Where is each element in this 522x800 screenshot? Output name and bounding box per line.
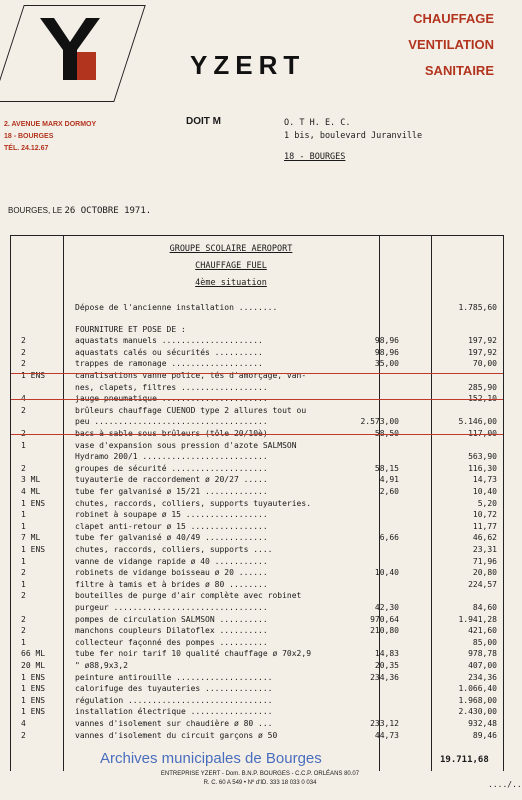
company-footer (60, 770, 460, 788)
line-item-line-total: 285,90 (468, 382, 497, 392)
line-item-description: régulation .............................. (75, 695, 273, 705)
line-item-row (11, 567, 503, 578)
line-item-row (11, 602, 503, 613)
line-item-unit-price: 970,64 (370, 614, 399, 624)
line-item-line-total: 563,90 (468, 452, 497, 462)
line-item-unit-price: 6,66 (379, 533, 399, 543)
line-item-quantity: 7 ML (21, 533, 41, 543)
line-item-description: tube fer galvanisé ø 40/49 ............. (75, 533, 268, 543)
date-value: 26 OCTOBRE 1971. (64, 206, 152, 216)
strike-line (11, 399, 503, 400)
line-item-line-total: 224,57 (468, 579, 497, 589)
line-item-line-total: 421,60 (468, 626, 497, 636)
project-title: GROUPE SCOLAIRE AEROPORT (169, 244, 293, 254)
line-item-description: chutes, raccords, colliers, supports .... (75, 545, 273, 554)
situation-label: 4ème situation (195, 278, 267, 288)
line-item-row (11, 637, 503, 648)
line-item-quantity: 1 ENS (21, 545, 46, 554)
line-item-line-total: 11,77 (472, 521, 497, 531)
line-item-line-total: 10,40 (472, 487, 497, 496)
line-item-description: Dépose de l'ancienne installation ........ (75, 303, 278, 312)
line-item-row (11, 347, 503, 358)
line-item-quantity: 1 ENS (21, 498, 46, 508)
line-item-description: filtre à tamis et à brides ø 80 ........ (75, 579, 268, 589)
line-item-row (11, 660, 503, 671)
line-item-description: aquastats manuels ..................... (75, 336, 263, 346)
line-item-quantity: 2 (21, 568, 26, 578)
line-item-row (11, 625, 503, 636)
line-item-description: peu .................................... (75, 417, 268, 427)
date-label: BOURGES, LE (8, 206, 63, 215)
footer-bank: ENTREPRISE YZERT - Dom. B.N.P. BOURGES - C.C.P. ORLÉANS 80.07 (160, 771, 360, 777)
line-item-line-total: 1.941,28 (458, 614, 497, 624)
invoice-total: 19.711,68 (440, 755, 489, 765)
company-logo (40, 18, 100, 80)
line-item-description: purgeur ................................ (75, 603, 268, 612)
line-item-quantity: 2 (21, 730, 26, 740)
line-item-unit-price: 234,36 (370, 672, 399, 682)
company-address (4, 119, 96, 155)
line-item-quantity: 1 (21, 556, 26, 566)
line-item-description: nes, clapets, filtres .................. (75, 382, 268, 392)
line-item-line-total: 2.430,00 (458, 707, 497, 717)
doit-label: DOIT M (186, 116, 221, 127)
line-item-row (11, 463, 503, 474)
line-item-unit-price: 42,30 (374, 603, 399, 612)
line-item-quantity: 66 ML (21, 649, 46, 659)
line-item-description: calorifuge des tuyauteries .............. (75, 684, 273, 694)
line-item-quantity: 1 ENS (21, 707, 46, 717)
line-item-unit-price: 44,73 (374, 730, 399, 740)
line-item-row (11, 521, 503, 532)
invoice-date (8, 206, 151, 216)
line-item-unit-price: 210,80 (370, 626, 399, 636)
line-item-line-total: 89,46 (472, 730, 497, 740)
line-item-row (11, 579, 503, 590)
line-item-row (11, 474, 503, 485)
line-item-line-total: 1.785,60 (458, 303, 497, 312)
line-item-line-total: 197,92 (468, 347, 497, 357)
client-city: 18 - BOURGES (284, 152, 346, 162)
line-item-quantity: 1 (21, 579, 26, 589)
line-item-description: canalisations vanne police, tés d'amorçage, van- (75, 371, 307, 380)
line-item-quantity: 1 ENS (21, 371, 46, 380)
line-item-row (11, 590, 503, 601)
line-item-row (11, 556, 503, 567)
line-item-description: trappes de ramonage ................... (75, 359, 263, 369)
services-list (408, 6, 494, 84)
line-item-unit-price: 98,96 (374, 347, 399, 357)
line-item-row (11, 672, 503, 683)
line-item-quantity: 1 ENS (21, 684, 46, 694)
line-item-line-total: 197,92 (468, 336, 497, 346)
line-item-description: pompes de circulation SALMSON .......... (75, 614, 268, 624)
line-item-description: " ø88,9x3,2 (75, 661, 128, 670)
line-item-quantity: 2 (21, 347, 26, 357)
line-item-row (11, 544, 503, 555)
line-item-row (11, 451, 503, 462)
line-item-quantity: 1 ENS (21, 672, 46, 682)
line-item-description: brûleurs chauffage CUENOD type 2 allures tout ou (75, 405, 307, 415)
line-item-line-total: 1.066,40 (458, 684, 497, 694)
line-item-description: collecteur façonné des pompes .......... (75, 637, 268, 647)
address-phone: TÉL. 24.12.67 (4, 145, 49, 152)
line-item-quantity: 20 ML (21, 661, 46, 670)
line-item-row (11, 730, 503, 741)
line-item-description: FOURNITURE ET POSE DE : (75, 324, 186, 334)
line-item-row (11, 532, 503, 543)
line-item-row (11, 498, 503, 509)
line-item-line-total: 10,72 (472, 510, 497, 520)
line-item-description: aquastats calés ou sécurités .......... (75, 347, 263, 357)
line-item-quantity: 4 (21, 394, 26, 404)
line-item-line-total: 117,00 (468, 429, 497, 438)
client-name: O. T H. E. C. (284, 118, 351, 128)
line-item-row (11, 509, 503, 520)
company-name: YZERT (190, 50, 306, 80)
line-item-line-total: 71,96 (472, 556, 497, 566)
project-subtitle: CHAUFFAGE FUEL (195, 261, 267, 271)
line-item-line-total: 234,36 (468, 672, 497, 682)
line-item-quantity: 2 (21, 626, 26, 636)
line-item-quantity: 1 (21, 521, 26, 531)
line-item-quantity: 4 (21, 719, 26, 728)
line-item-description: Hydramo 200/1 .......................... (75, 452, 268, 462)
line-item-line-total: 70,00 (472, 359, 497, 369)
line-item-unit-price: 10,40 (374, 568, 399, 578)
line-item-description: clapet anti-retour ø 15 ................ (75, 521, 268, 531)
line-item-description: chutes, raccords, colliers, supports tuyauteries. (75, 498, 312, 508)
service-heating: CHAUFFAGE (413, 11, 494, 26)
line-item-description: peinture antirouille .................... (75, 672, 273, 682)
line-item-unit-price: 14,83 (374, 649, 399, 659)
footer-registration: R. C. 60 A 549 • Nº d'ID. 333 18 033 0 034 (203, 780, 317, 786)
line-item-quantity: 1 (21, 440, 26, 450)
line-item-quantity: 3 ML (21, 475, 41, 485)
line-item-quantity: 2 (21, 591, 26, 601)
line-item-description: jauge pneumatique ...................... (75, 394, 268, 404)
line-item-description: bacs à sable sous brûleurs (tôle 20/10è) (75, 429, 268, 438)
line-item-row (11, 335, 503, 346)
line-item-unit-price: 98,96 (374, 336, 399, 346)
line-item-description: installation électrique ................. (75, 707, 273, 717)
line-item-row (11, 695, 503, 706)
line-item-row (11, 706, 503, 717)
line-item-description: vanne de vidange rapide ø 40 ........... (75, 556, 268, 566)
line-item-line-total: 23,31 (472, 545, 497, 554)
line-item-row (11, 440, 503, 451)
line-item-row (11, 718, 503, 729)
line-item-description: tube fer galvanisé ø 15/21 ............. (75, 487, 268, 496)
service-ventilation: VENTILATION (408, 37, 494, 52)
strike-line (11, 434, 503, 435)
line-item-unit-price: 58,50 (374, 429, 399, 438)
continued-mark: ..../.. (488, 780, 522, 789)
line-item-line-total: 84,60 (472, 603, 497, 612)
line-item-quantity: 4 ML (21, 487, 41, 496)
line-item-line-total: 5.146,00 (458, 417, 497, 427)
line-item-description: groupes de sécurité .................... (75, 463, 268, 473)
line-item-unit-price: 35,00 (374, 359, 399, 369)
line-item-line-total: 5,20 (477, 498, 497, 508)
line-item-line-total: 116,30 (468, 463, 497, 473)
line-item-description: vannes d'isolement sur chaudière ø 80 ... (75, 719, 273, 728)
strike-line (11, 373, 503, 374)
line-item-quantity: 2 (21, 463, 26, 473)
line-item-description: manchons coupleurs Dilatoflex .......... (75, 626, 268, 636)
line-item-line-total: 46,62 (472, 533, 497, 543)
line-item-row (11, 370, 503, 381)
line-item-description: robinet à soupape ø 15 ................. (75, 510, 268, 520)
line-item-row (11, 416, 503, 427)
line-item-row (11, 358, 503, 369)
line-item-line-total: 14,73 (472, 475, 497, 485)
line-item-description: robinets de vidange boisseau ø 20 ...... (75, 568, 268, 578)
line-item-quantity: 2 (21, 405, 26, 415)
line-item-line-total: 932,48 (468, 719, 497, 728)
line-item-unit-price: 233,12 (370, 719, 399, 728)
address-city: 18 - BOURGES (4, 133, 54, 140)
invoice-table (10, 235, 504, 771)
line-item-quantity: 1 ENS (21, 695, 46, 705)
line-item-row (11, 302, 503, 313)
archive-watermark: Archives municipales de Bourges (100, 750, 322, 767)
line-item-description: bouteilles de purge d'air complète avec robinet (75, 591, 302, 601)
line-item-row (11, 486, 503, 497)
line-item-unit-price: 4,91 (379, 475, 399, 485)
line-item-unit-price: 2,60 (379, 487, 399, 496)
line-item-row (11, 683, 503, 694)
line-item-description: vannes d'isolement du circuit garçons ø 50 (75, 730, 278, 740)
line-item-row (11, 382, 503, 393)
line-item-row (11, 324, 503, 335)
service-sanitary: SANITAIRE (424, 63, 494, 78)
client-address (284, 117, 422, 164)
line-item-quantity: 2 (21, 359, 26, 369)
line-item-quantity: 1 (21, 510, 26, 520)
line-item-row (11, 405, 503, 416)
line-item-quantity: 2 (21, 429, 26, 438)
line-item-row (11, 614, 503, 625)
line-item-description: tube fer noir tarif 10 qualité chauffage ø 70x2,9 (75, 649, 312, 659)
client-street: 1 bis, boulevard Juranville (284, 131, 423, 141)
line-item-row (11, 648, 503, 659)
line-item-quantity: 1 (21, 637, 26, 647)
address-street: 2. AVENUE MARX DORMOY (4, 121, 97, 128)
line-item-line-total: 1.968,00 (458, 695, 497, 705)
line-item-unit-price: 58,15 (374, 463, 399, 473)
line-item-quantity: 2 (21, 614, 26, 624)
line-item-line-total: 978,78 (468, 649, 497, 659)
line-item-line-total: 85,00 (472, 637, 497, 647)
line-item-line-total: 152,10 (468, 394, 497, 404)
line-item-unit-price: 2.573,00 (360, 417, 399, 427)
line-item-line-total: 20,80 (472, 568, 497, 578)
line-item-quantity: 2 (21, 336, 26, 346)
line-item-unit-price: 20,35 (374, 661, 399, 670)
line-item-line-total: 407,00 (468, 661, 497, 670)
line-item-description: vase d'expansion sous pression d'azote SALMSON (75, 440, 297, 450)
line-item-description: tuyauterie de raccordement ø 20/27 ..... (75, 475, 268, 485)
